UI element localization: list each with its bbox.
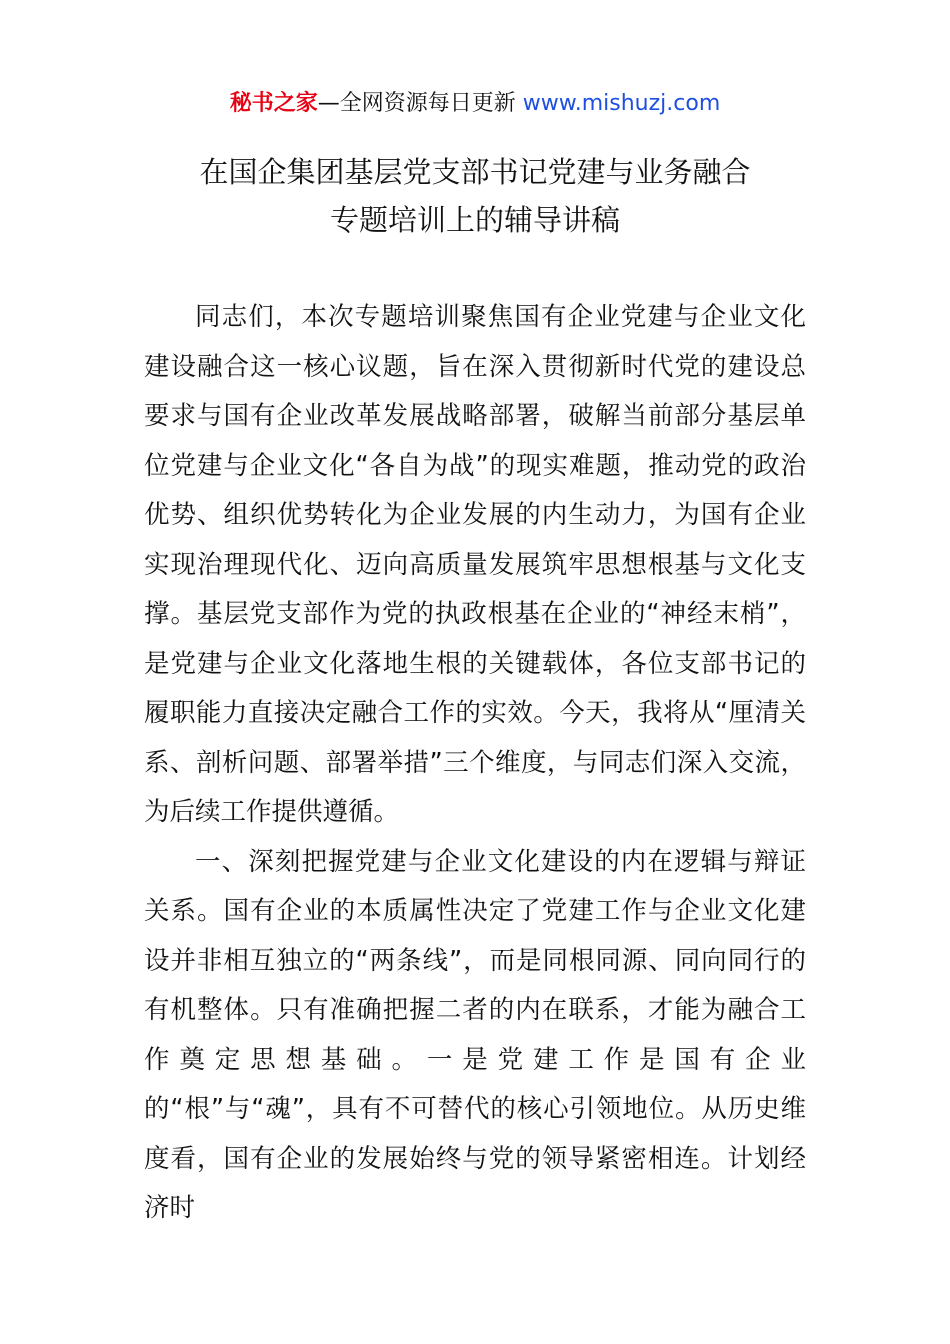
site-url-link[interactable]: www.mishuzj.com <box>522 91 721 116</box>
title-line-1: 在国企集团基层党支部书记党建与业务融合 <box>199 155 751 189</box>
document-title <box>0 148 950 244</box>
body-paragraph-1: 同志们，本次专题培训聚焦国有企业党建与企业文化建设融合这一核心议题，旨在深入贯彻新时代党的建设总要求与国有企业改革发展战略部署，破解当前部分基层单位党建与企业文化“各自为战”的现实难题，推动党的政治优势、组织优势转化为企业发展的内生动力，为国有企业实现治理现代化、迈向高质量发展筑牢思想根基与文化支撑。基层党支部作为党的执政根基在企业的“神经末梢”，是党建与企业文化落地生根的关键载体，各位支部书记的履职能力直接决定融合工作的实效。今天，我将从“厘清关系、剖析问题、部署举措”三个维度，与同志们深入交流，为后续工作提供遵循。 <box>144 302 806 827</box>
site-brand: 秘书之家 <box>229 91 318 116</box>
document-body <box>144 293 806 1234</box>
body-paragraph-2: 一、深刻把握党建与企业文化建设的内在逻辑与辩证关系。国有企业的本质属性决定了党建工作与企业文化建设并非相互独立的“两条线”，而是同根同源、同向同行的有机整体。只有准确把握二者的内在联系，才能为融合工作奠定思想基础。一是党建工作是国有企业的“根”与“魂”，具有不可替代的核心引领地位。从历史维度看，国有企业的发展始终与党的领导紧密相连。计划经济时 <box>144 846 806 1223</box>
title-line-2: 专题培训上的辅导讲稿 <box>329 203 620 237</box>
site-tagline: —全网资源每日更新 <box>317 91 523 116</box>
site-header <box>0 88 950 120</box>
